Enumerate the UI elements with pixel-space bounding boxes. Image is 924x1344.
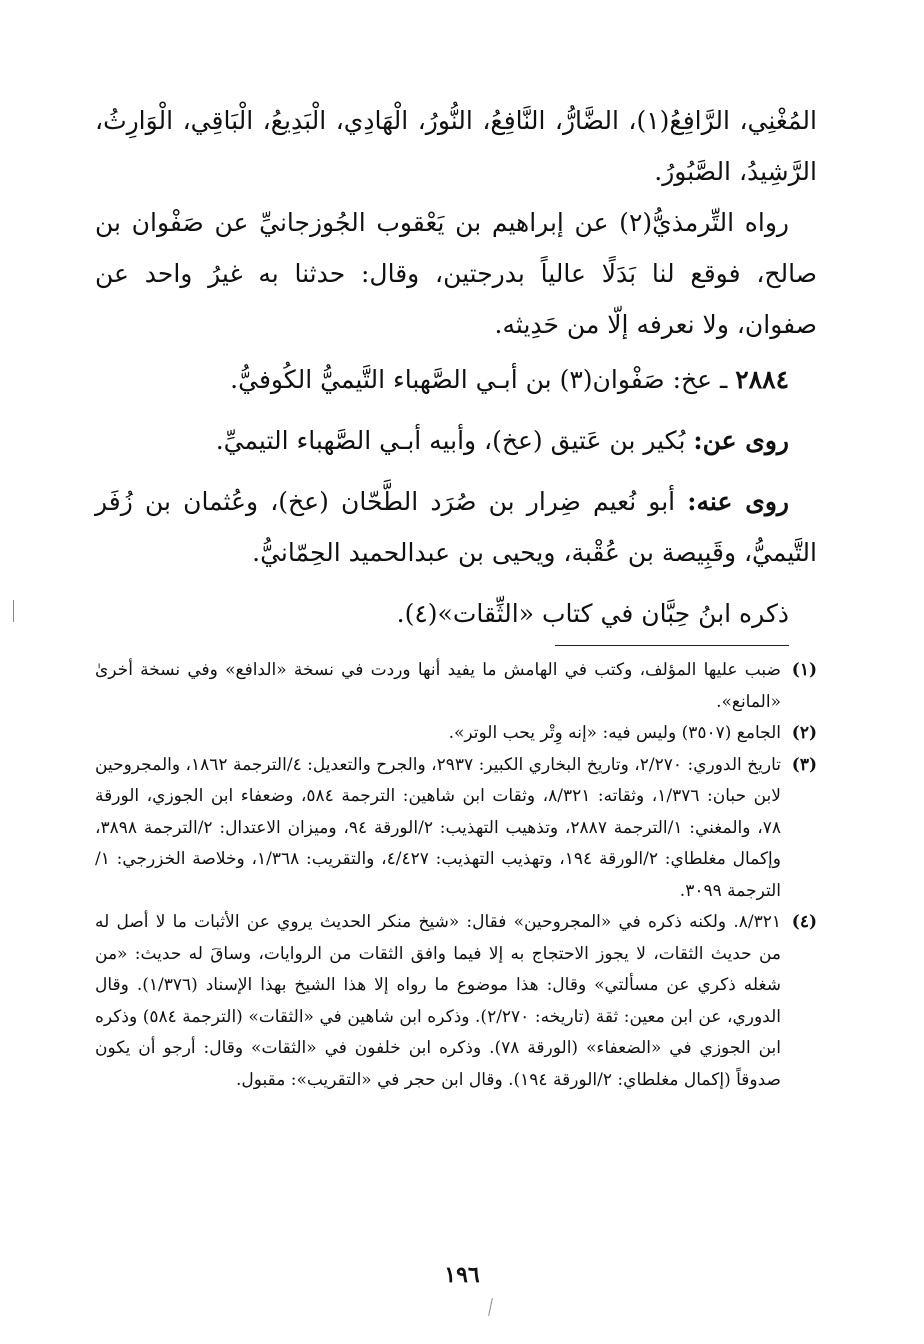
dhakarahu-paragraph <box>95 588 817 639</box>
footnote-number: (٤) <box>791 912 817 932</box>
main-text-body <box>95 95 817 639</box>
rawa-anhu-text: أبو نُعيم ضِرار بن صُرَد الطَّحّان (عخ)، وعُثمان بن زُفَر التَّيميُّ، وقَبِيصة بن عُقْبة، ويحيى بن عبدالحميد الحِمّانيُّ. <box>95 487 817 567</box>
entry-number: ٢٨٨٤ <box>735 365 789 394</box>
footnote-1 <box>95 655 817 718</box>
rawa-an-label: روى عن: <box>693 426 789 455</box>
footnote-2 <box>95 718 817 750</box>
footnote-number: (٣) <box>791 754 817 775</box>
riwaya-text: رواه التِّرمذيُّ(٢) عن إبراهيم بن يَعْقوب الجُوزجانيِّ عن صَفْوان بن صالح، فوقع لنا بَدَلًا عالياً بدرجتين، وقال: حدثنا به غيرُ واحد عن صفوان، ولا نعرفه إلّا من حَدِيثه. <box>95 208 817 339</box>
page-number: ١٩٦ <box>444 1262 480 1288</box>
footnote-number: (١) <box>791 660 817 680</box>
footnote-3 <box>95 750 817 908</box>
footnote-separator <box>555 645 789 646</box>
names-paragraph <box>95 95 817 197</box>
rawa-an-text: بُكير بن عَتيق (عخ)، وأبيه أبـي الصَّهباء التيميِّ. <box>215 426 694 455</box>
names-text: المُغْنِي، الرَّافِعُ(١)، الضَّارُّ، النَّافِعُ، النُّورُ، الْهَادِي، الْبَدِيعُ، الْبَاقِي، الْوَارِثُ، الرَّشِيدُ، الصَّبُورُ. <box>95 106 817 186</box>
footnote-text: الجامع (٣٥٠٧) وليس فيه: «إنه وِتْر يحب الوتر». <box>448 723 781 743</box>
entry-title: ـ عخ: صَفْوان(٣) بن أبـي الصَّهباء التَّيميُّ الكُوفيُّ. <box>230 365 736 394</box>
footnote-text: ضبب عليها المؤلف، وكتب في الهامش ما يفيد أنها وردت في نسخة «الدافع» وفي نسخة أخرىٰ «المانع». <box>95 660 781 712</box>
dhakarahu-text: ذكره ابنُ حِبَّان في كتاب «الثِّقات»(٤). <box>396 599 789 628</box>
footnote-number: (٢) <box>791 723 817 743</box>
footnote-4 <box>95 907 817 1096</box>
footnotes-section <box>95 655 817 1096</box>
footnote-text: تاريخ الدوري: ٢/٢٧٠، وتاريخ البخاري الكبير: ٢٩٣٧، والجرح والتعديل: ٤/الترجمة ١٨٦٢، والمجروحين لابن حبان: ١/٣٧٦، وثقاته: ٨/٣٢١، وثقات ابن شاهين: الترجمة ٥٨٤، وضعفاء ابن الجوزي، الورقة ٧٨، والمغني: ١/الترجمة ٢٨٨٧، وتذهيب التهذيب: ٢/الورقة ٩٤، وميزان الاعتدال: ٢/الترجمة ٣٨٩٨، وإكمال مغلطاي: ٢/الورقة ١٩٤، وتهذيب التهذيب: ٤/٤٢٧، والتقريب: ١/٣٦٨، وخلاصة الخزرجي: ١/الترجمة ٣٠٩٩. <box>95 754 781 901</box>
rawa-anhu-label: روى عنه: <box>687 487 789 516</box>
rawa-an-paragraph <box>95 415 817 466</box>
rawa-anhu-paragraph <box>95 476 817 578</box>
riwaya-paragraph <box>95 197 817 350</box>
entry-heading <box>95 354 817 405</box>
scan-mark <box>488 1298 493 1316</box>
scan-mark <box>13 600 14 622</box>
footnote-text: ٨/٣٢١. ولكنه ذكره في «المجروحين» فقال: «شيخ منكر الحديث يروي عن الأثبات ما لا أصل له من حديث الثقات، لا يجوز الاحتجاج به إلا فيما وافق الثقات من الروايات، وساقَ له حديث: «من شغله ذكري عن مسألتي» وقال: هذا موضوع ما رواه إلا هذا الشيخ بهذا الإسناد (١/٣٧٦). وقال الدوري، عن ابن معين: ثقة (تاريخه: ٢/٢٧٠). وذكره ابن شاهين في «الثقات» (الترجمة ٥٨٤) وذكره ابن الجوزي في «الضعفاء» (الورقة ٧٨). وذكره ابن خلفون في «الثقات» وقال: أرجو أن يكون صدوقاً (إكمال مغلطاي: ٢/الورقة ١٩٤). وقال ابن حجر في «التقريب»: مقبول. <box>95 912 781 1090</box>
